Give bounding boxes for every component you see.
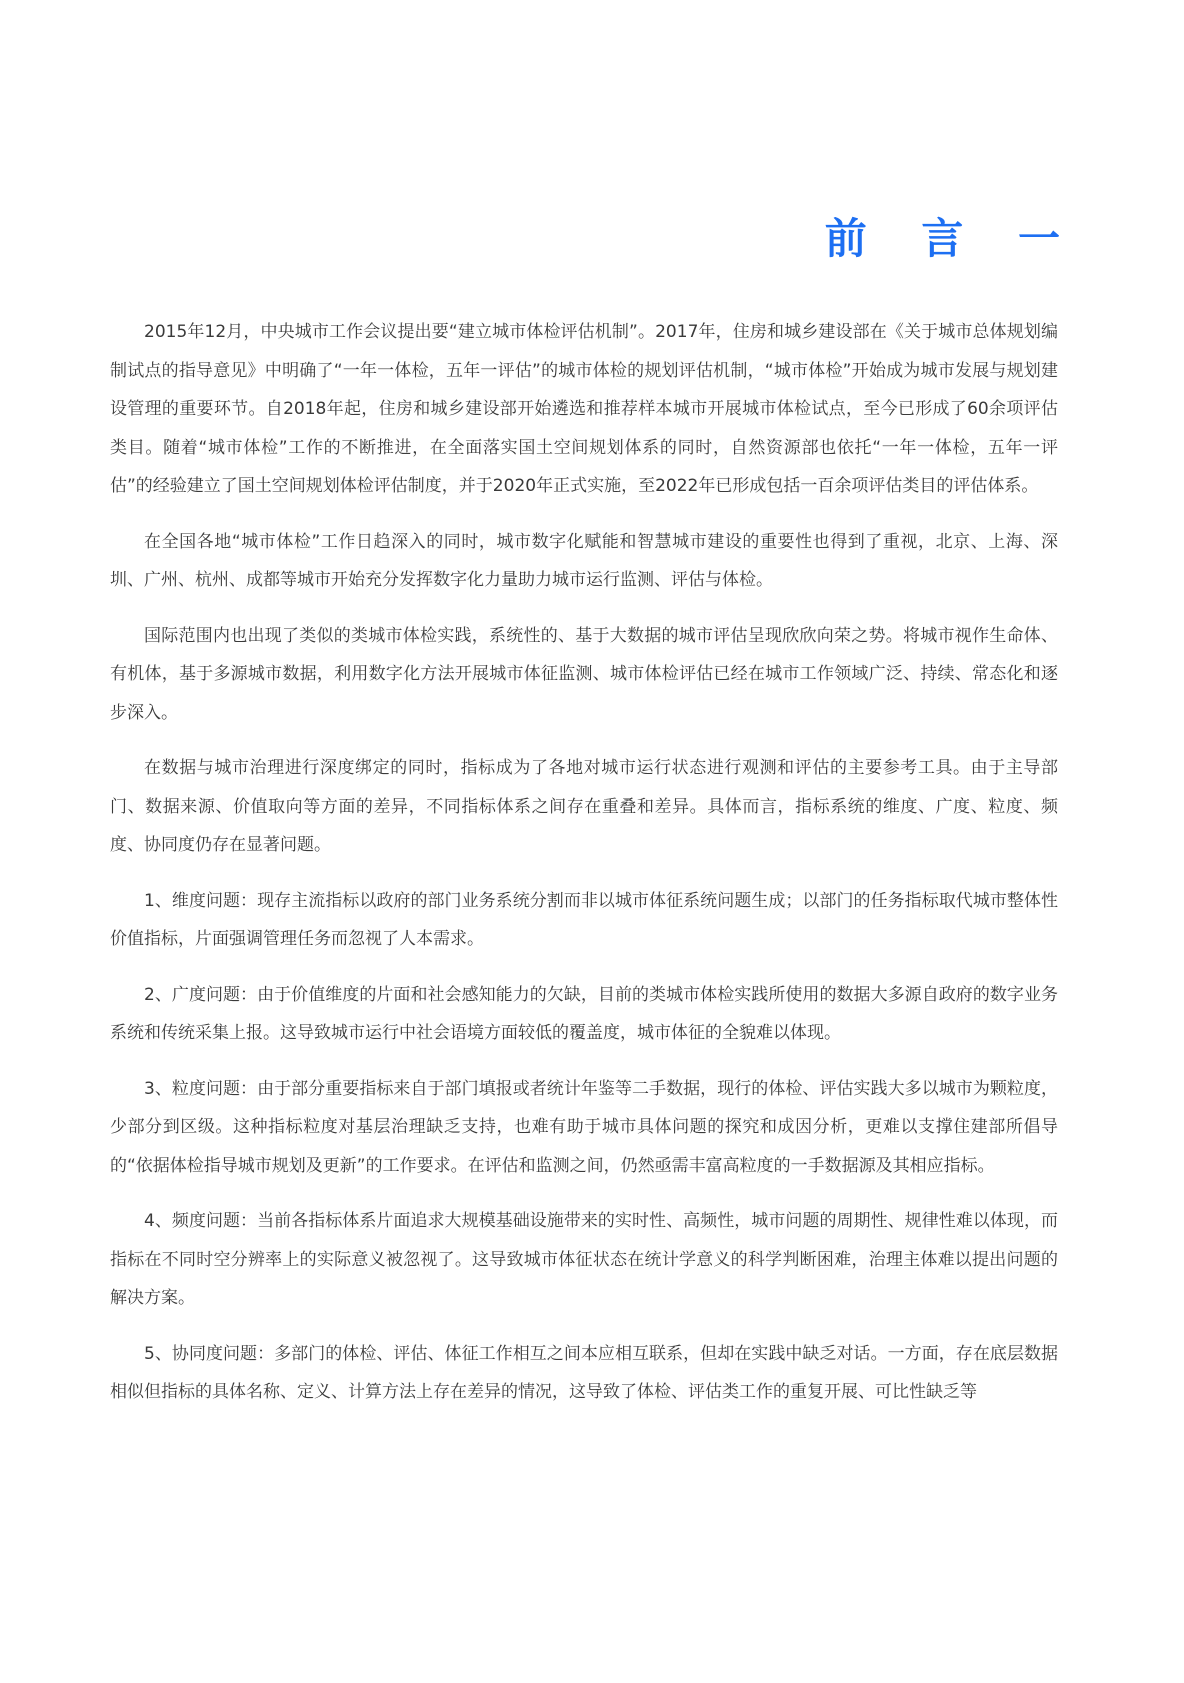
paragraph-2: 在全国各地“城市体检”工作日趋深入的同时，城市数字化赋能和智慧城市建设的重要性也得到了重视，北京、上海、深圳、广州、杭州、成都等城市开始充分发挥数字化力量助力城市运行监测、评估与体检。 <box>110 531 1058 590</box>
paragraph-5-dimension: 1、维度问题：现存主流指标以政府的部门业务系统分割而非以城市体征系统问题生成；以部门的任务指标取代城市整体性价值指标，片面强调管理任务而忽视了人本需求。 <box>110 890 1058 949</box>
paragraph-3: 国际范围内也出现了类似的类城市体检实践，系统性的、基于大数据的城市评估呈现欣欣向荣之势。将城市视作生命体、有机体，基于多源城市数据，利用数字化方法开展城市体征监测、城市体检评估已经在城市工作领域广泛、持续、常态化和逐步深入。 <box>110 625 1058 723</box>
paragraph-9-coordination: 5、协同度问题：多部门的体检、评估、体征工作相互之间本应相互联系，但却在实践中缺乏对话。一方面，存在底层数据相似但指标的具体名称、定义、计算方法上存在差异的情况，这导致了体检、评估类工作的重复开展、可比性缺乏等 <box>110 1343 1058 1402</box>
paragraph-1: 2015年12月，中央城市工作会议提出要“建立城市体检评估机制”。2017年，住房和城乡建设部在《关于城市总体规划编制试点的指导意见》中明确了“一年一体检，五年一评估”的城市体检的规划评估机制，“城市体检”开始成为城市发展与规划建设管理的重要环节。自2018年起，住房和城乡建设部开始遴选和推荐样本城市开展城市体检试点，至今已形成了60余项评估类目。随着“城市体检”工作的不断推进，在全面落实国土空间规划体系的同时，自然资源部也依托“一年一体检，五年一评估”的经验建立了国土空间规划体检评估制度，并于2020年正式实施，至2022年已形成包括一百余项评估类目的评估体系。 <box>110 322 1058 496</box>
paragraph-7-granularity: 3、粒度问题：由于部分重要指标来自于部门填报或者统计年鉴等二手数据，现行的体检、评估实践大多以城市为颗粒度，少部分到区级。这种指标粒度对基层治理缺乏支持，也难有助于城市具体问题的探究和成因分析，更难以支撑住建部所倡导的“依据体检指导城市规划及更新”的工作要求。在评估和监测之间，仍然亟需丰富高粒度的一手数据源及其相应指标。 <box>110 1078 1058 1176</box>
page-title: 前 言 一 <box>824 214 1080 263</box>
body-text <box>110 313 1058 1429</box>
paragraph-8-frequency: 4、频度问题：当前各指标体系片面追求大规模基础设施带来的实时性、高频性，城市问题的周期性、规律性难以体现，而指标在不同时空分辨率上的实际意义被忽视了。这导致城市体征状态在统计学意义的科学判断困难，治理主体难以提出问题的解决方案。 <box>110 1211 1058 1308</box>
paragraph-6-breadth: 2、广度问题：由于价值维度的片面和社会感知能力的欠缺，目前的类城市体检实践所使用的数据大多源自政府的数字业务系统和传统采集上报。这导致城市运行中社会语境方面较低的覆盖度，城市体征的全貌难以体现。 <box>110 984 1058 1043</box>
paragraph-4: 在数据与城市治理进行深度绑定的同时，指标成为了各地对城市运行状态进行观测和评估的主要参考工具。由于主导部门、数据来源、价值取向等方面的差异，不同指标体系之间存在重叠和差异。具体而言，指标系统的维度、广度、粒度、频度、协同度仍存在显著问题。 <box>110 758 1058 855</box>
